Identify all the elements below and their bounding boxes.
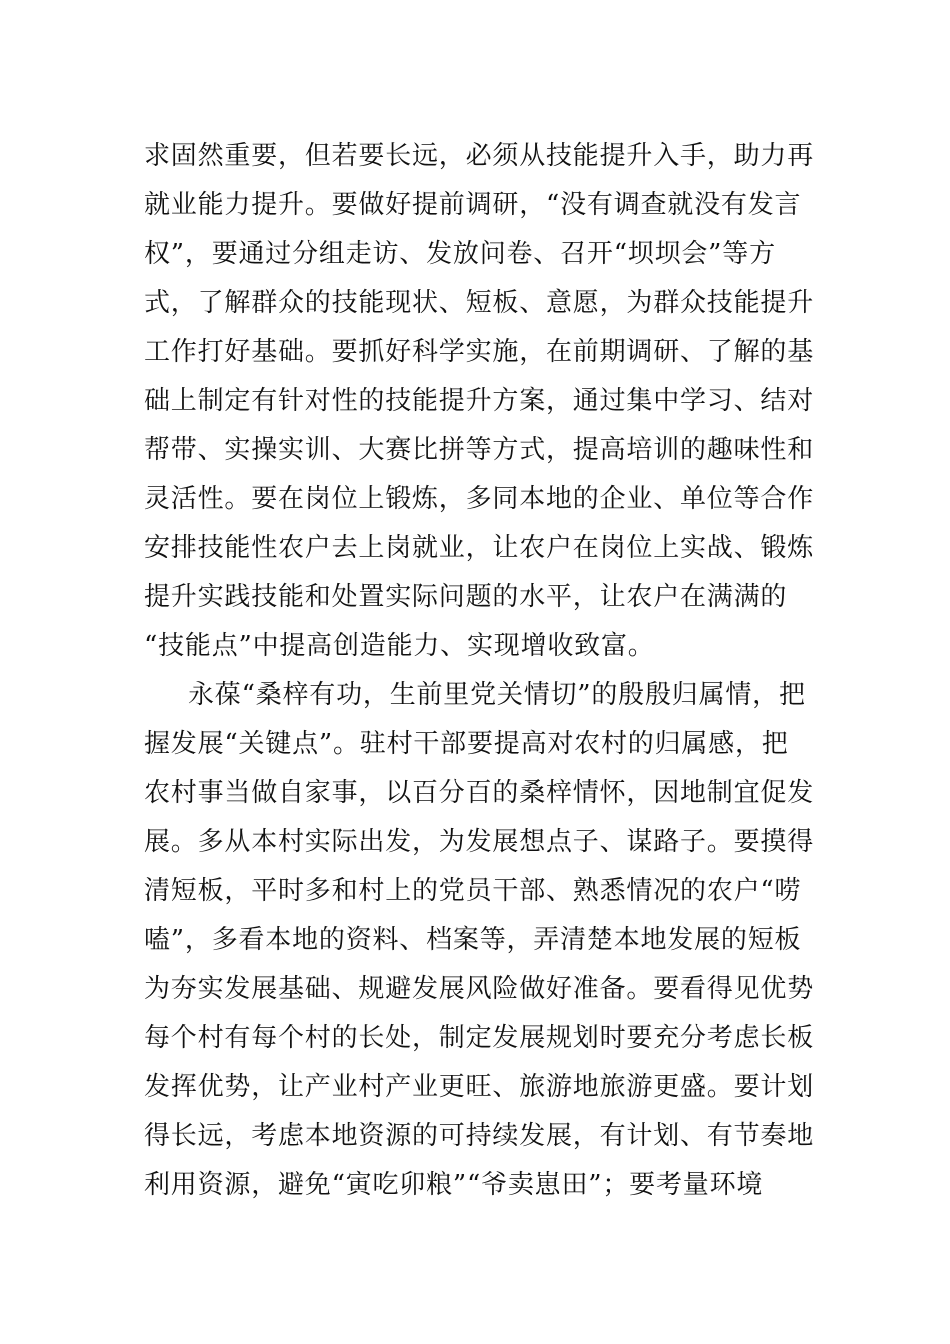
text-line: 础上制定有针对性的技能提升方案，通过集中学习、结对 [144,386,815,416]
text-line: 展。多从本村实际出发，为发展想点子、谋路子。要摸得 [144,827,815,857]
text-line: 每个村有每个村的长处，制定发展规划时要充分考虑长板 [144,1023,815,1053]
text-line: 求固然重要，但若要长远，必须从技能提升入手，助力再 [144,141,815,171]
text-line: 安排技能性农户去上岗就业，让农户在岗位上实战、锻炼 [144,533,815,563]
body-text [144,132,824,1210]
text-line: 握发展“关键点”。驻村干部要提高对农村的归属感，把 [144,729,789,759]
paragraph-2 [144,671,824,1210]
text-line: 权”，要通过分组走访、发放问卷、召开“坝坝会”等方 [144,239,776,269]
text-line: 得长远，考虑本地资源的可持续发展，有计划、有节奏地 [144,1121,815,1151]
text-line: 清短板，平时多和村上的党员干部、熟悉情况的农户“唠 [144,876,802,906]
text-line: 灵活性。要在岗位上锻炼，多同本地的企业、单位等合作 [144,484,815,514]
text-line: 工作打好基础。要抓好科学实施，在前期调研、了解的基 [144,337,815,367]
text-line: “技能点”中提高创造能力、实现增收致富。 [144,631,655,661]
text-line: 就业能力提升。要做好提前调研，“没有调查就没有发言 [144,190,802,220]
text-line: 式，了解群众的技能现状、短板、意愿，为群众技能提升 [144,288,815,318]
text-line: 为夯实发展基础、规避发展风险做好准备。要看得见优势 [144,974,815,1004]
text-line: 嗑”，多看本地的资料、档案等，弄清楚本地发展的短板 [144,925,802,955]
text-line-first: 永葆“桑梓有功，生前里党关情切”的殷殷归属情，把 [188,680,806,710]
paragraph-1 [144,132,824,671]
text-line: 发挥优势，让产业村产业更旺、旅游地旅游更盛。要计划 [144,1072,815,1102]
text-line: 帮带、实操实训、大赛比拼等方式，提高培训的趣味性和 [144,435,815,465]
text-line: 利用资源，避免“寅吃卯粮”“爷卖崽田”；要考量环境 [144,1170,764,1200]
text-line: 农村事当做自家事，以百分百的桑梓情怀，因地制宜促发 [144,778,815,808]
text-line: 提升实践技能和处置实际问题的水平，让农户在满满的 [144,582,788,612]
